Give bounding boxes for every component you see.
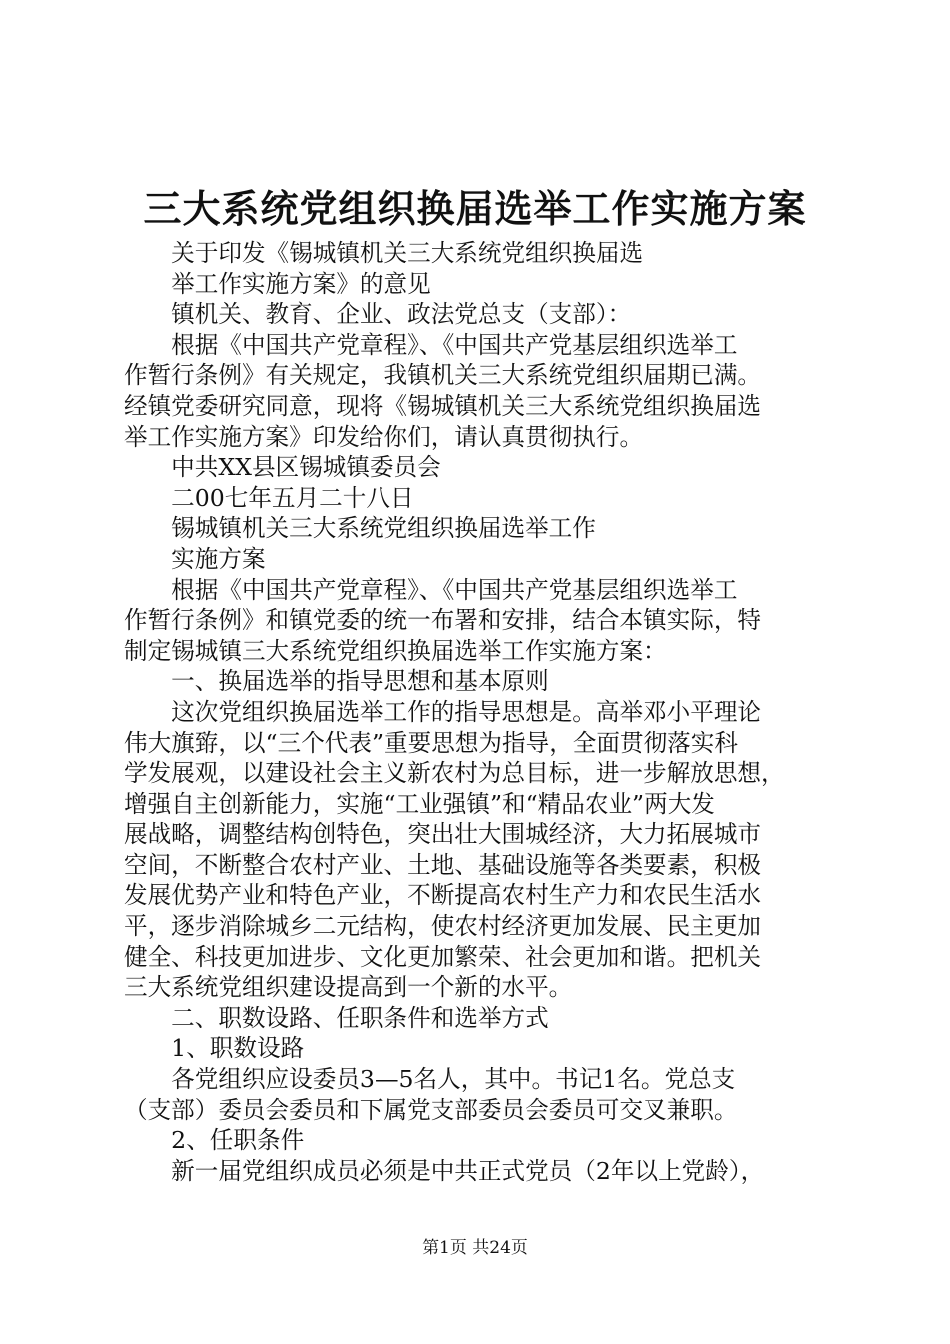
body-line: 作暂行条例》有关规定，我镇机关三大系统党组织届期已满。 (124, 361, 762, 390)
document-body (124, 238, 844, 1186)
body-line: 发展优势产业和特色产业，不断提高农村生产力和农民生活水 (124, 881, 762, 910)
body-line: 中共XX县区锡城镇委员会 (124, 453, 441, 482)
body-line: 健全、科技更加进步、文化更加繁荣、社会更加和谐。把机关 (124, 942, 762, 971)
body-line: 三大系统党组织建设提高到一个新的水平。 (124, 973, 573, 1002)
body-line: 根据《中国共产党章程》、《中国共产党基层组织选举工 (124, 575, 738, 604)
body-line: 镇机关、教育、企业、政法党总支（支部）： (124, 300, 632, 329)
body-line: 2、任职条件 (124, 1126, 305, 1155)
body-line: 增强自主创新能力，实施“工业强镇”和“精品农业”两大发 (124, 789, 715, 818)
body-line: 学发展观，以建设社会主义新农村为总目标，进一步解放思想， (124, 759, 785, 788)
body-line: 锡城镇机关三大系统党组织换届选举工作 (124, 514, 596, 543)
page-number-footer: 第1页 共24页 (422, 1238, 528, 1258)
body-line: 关于印发《锡城镇机关三大系统党组织换届选 (124, 239, 644, 267)
body-line: （支部）委员会委员和下属党支部委员会委员可交叉兼职。 (124, 1095, 738, 1124)
body-line: 举工作实施方案》的意见 (124, 269, 431, 298)
body-line: 制定锡城镇三大系统党组织换届选举工作实施方案： (124, 636, 667, 665)
body-line: 伟大旗臶，以“三个代表”重要思想为指导，全面贯彻落实科 (124, 728, 738, 757)
body-line: 经镇党委研究同意，现将《锡城镇机关三大系统党组织换届选 (124, 391, 762, 420)
body-line: 各党组织应设委员3—5名人，其中。书记1名。党总支 (124, 1065, 736, 1094)
body-line: 实施方案 (124, 544, 266, 573)
body-line: 作暂行条例》和镇党委的统一布署和安排，结合本镇实际，特 (124, 606, 762, 635)
body-line: 平，逐步消除城乡二元结构，使农村经济更加发展、民主更加 (124, 912, 762, 941)
body-line: 1、职数设路 (124, 1034, 305, 1063)
body-line: 一、换届选举的指导思想和基本原则 (124, 667, 549, 696)
body-line: 空间，不断整合农村产业、土地、基础设施等各类要素，积极 (124, 850, 762, 879)
body-line: 这次党组织换届选举工作的指导思想是。高举邓小平理论 (124, 697, 762, 726)
body-line: 根据《中国共产党章程》、《中国共产党基层组织选举工 (124, 330, 738, 359)
body-line: 举工作实施方案》印发给你们，请认真贯彻执行。 (124, 422, 644, 451)
document-title: 三大系统党组织换届选举工作实施方案 (143, 186, 807, 231)
body-line: 新一届党组织成员必须是中共正式党员（2年以上党龄）， (124, 1156, 765, 1185)
body-line: 展战略，调整结构创特色，突出壮大围城经济，大力拓展城市 (124, 820, 762, 849)
body-line: 二、职数设路、任职条件和选举方式 (124, 1003, 549, 1032)
body-line: 二00七年五月二十八日 (124, 483, 414, 512)
